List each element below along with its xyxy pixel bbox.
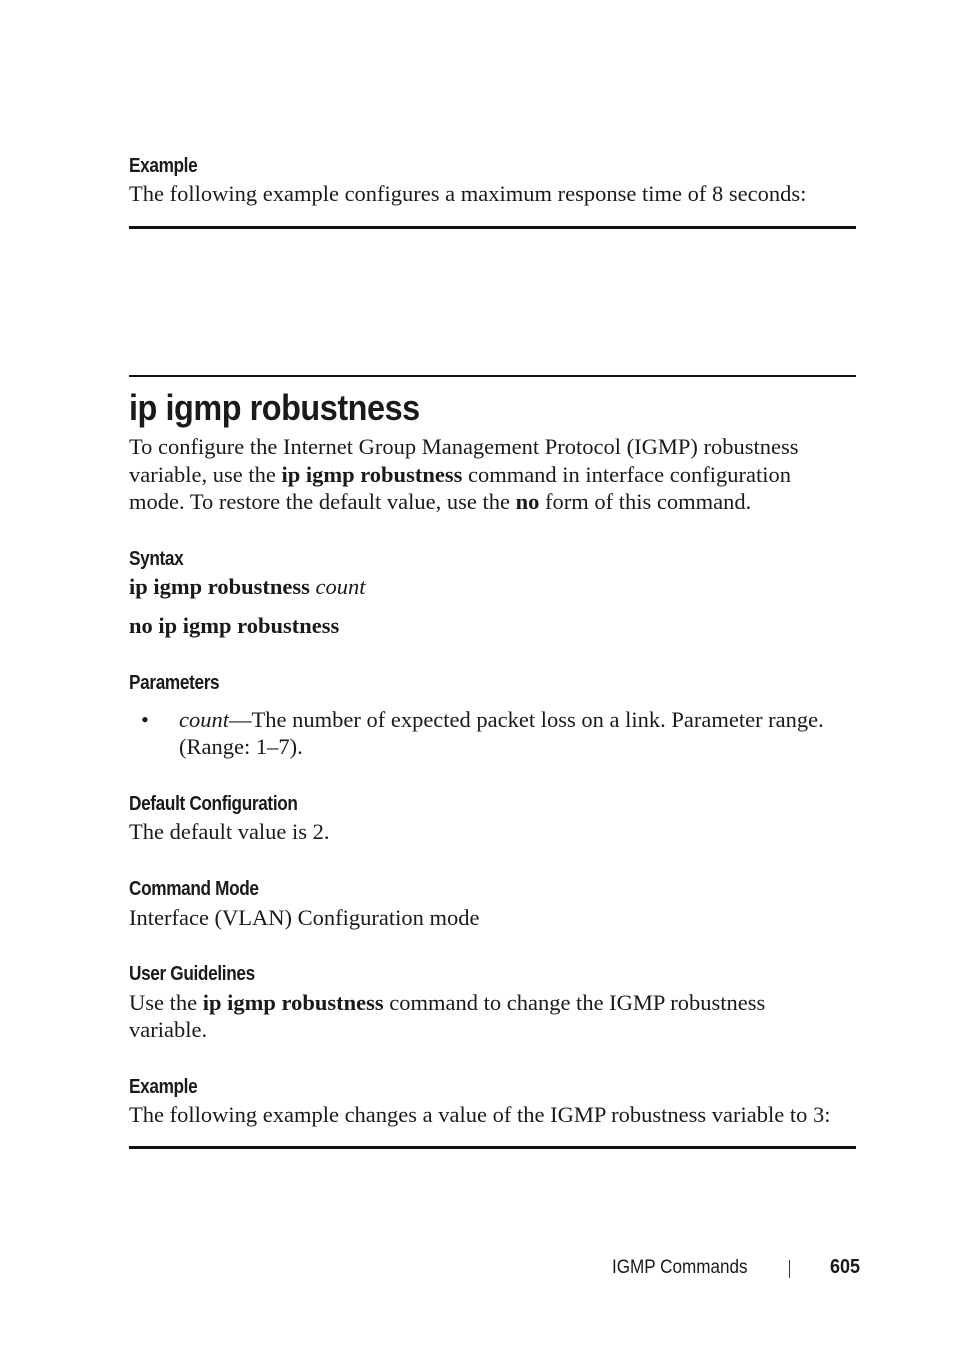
section-top-rule — [129, 375, 856, 377]
intro-line-1: To configure the Internet Group Management Protocol (IGMP) robustness — [129, 434, 799, 459]
page-number: 605 — [830, 1256, 861, 1278]
section-title: ip igmp robustness — [129, 387, 420, 428]
syntax-param-count: count — [315, 574, 366, 599]
top-example-text: The following example configures a maximum response time of 8 seconds: — [129, 181, 807, 206]
syntax-line-1: ip igmp robustness count — [129, 574, 366, 599]
parameter-item-line-2: (Range: 1–7). — [179, 734, 303, 759]
example-code-rule — [129, 1146, 856, 1149]
user-guidelines-command: ip igmp robustness — [202, 990, 384, 1015]
top-example-heading: Example — [129, 155, 198, 177]
example-text: The following example changes a value of the IGMP robustness variable to 3: — [129, 1102, 831, 1127]
default-config-text: The default value is 2. — [129, 819, 330, 844]
example-heading: Example — [129, 1076, 198, 1098]
intro-line-3: mode. To restore the default value, use the no form of this command. — [129, 489, 752, 514]
default-config-heading: Default Configuration — [129, 793, 298, 815]
footer-separator — [789, 1260, 790, 1278]
footer-chapter: IGMP Commands — [612, 1257, 748, 1278]
intro-line-2: variable, use the ip igmp robustness command in interface configuration — [129, 462, 791, 487]
top-example-code-rule — [129, 226, 856, 229]
user-guidelines-line-2: variable. — [129, 1017, 208, 1042]
syntax-line-2: no ip igmp robustness — [129, 613, 340, 638]
parameter-item: count—The number of expected packet loss on a link. Parameter range. — [179, 707, 824, 732]
intro-command: ip igmp robustness — [281, 462, 463, 487]
syntax-heading: Syntax — [129, 548, 184, 570]
user-guidelines-line-1: Use the ip igmp robustness command to change the IGMP robustness — [129, 990, 766, 1015]
intro-no-keyword: no — [515, 489, 540, 514]
user-guidelines-heading: User Guidelines — [129, 963, 255, 985]
command-mode-heading: Command Mode — [129, 878, 259, 900]
parameters-heading: Parameters — [129, 672, 220, 694]
command-mode-text: Interface (VLAN) Configuration mode — [129, 905, 480, 930]
parameter-bullet: • — [141, 707, 149, 732]
